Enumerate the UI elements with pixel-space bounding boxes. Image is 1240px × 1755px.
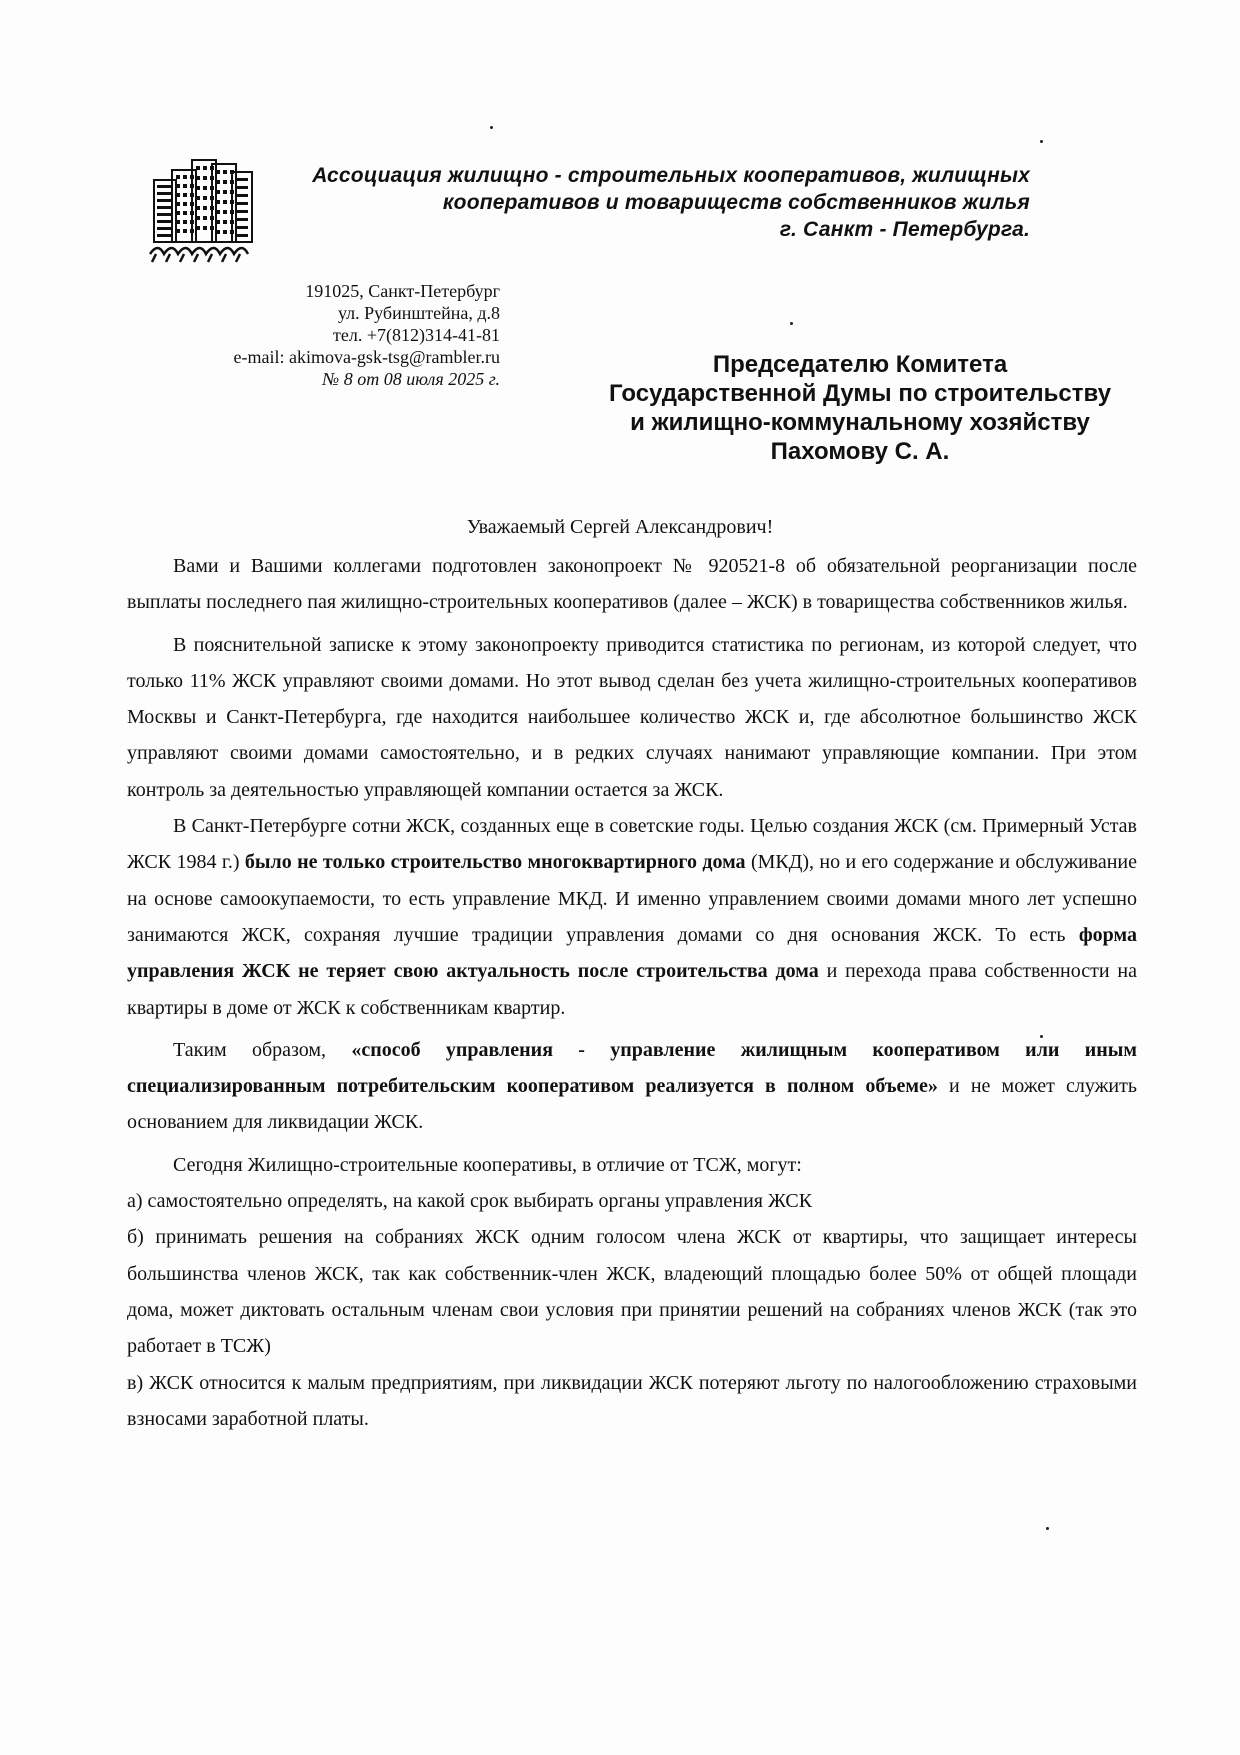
org-line-2: кооперативов и товариществ собственников жилья (442, 191, 1030, 214)
addressee-block (570, 350, 1150, 466)
paragraph-conclusion-quote: «способ управления - управление жилищным кооперативом или иным специализированным потребительским кооперативом реализуется в полном объеме» (127, 1038, 1137, 1098)
paragraph-history-text-2: (МКД), но и его содержание и обслуживание на основе самоокупаемости, то есть управление МКД. И именно управлением своими домами много лет успешно занимаются ЖСК, сохраняя лучшие традиции управления домами со дня основания ЖСК. То есть (127, 851, 1137, 946)
letter-reference: № 8 от 08 июля 2025 г. (322, 369, 500, 389)
org-line-1: Ассоциация жилищно - строительных кооперативов, жилищных (312, 164, 1030, 187)
addressee-line-2: Государственной Думы по строительству (608, 380, 1112, 407)
paragraph-conclusion (127, 1032, 1137, 1141)
org-line-3: г. Санкт - Петербурга. (779, 218, 1030, 241)
paragraph-conclusion-text-2: и не может служить основанием для ликвидации ЖСК. (127, 1075, 1137, 1134)
salutation: Уважаемый Сергей Александрович! (466, 516, 774, 538)
paragraph-conclusion-text-1: Таким образом, (173, 1038, 352, 1061)
sender-contacts (160, 280, 500, 390)
paragraph-history-text-1: В Санкт-Петербурге сотни ЖСК, созданных еще в советские годы. Целью создания ЖСК (см. Примерный Устав ЖСК 1984 г.) (127, 815, 1137, 874)
list-item-b: б) принимать решения на собраниях ЖСК одним голосом члена ЖСК от квартиры, что защищает интересы большинства членов ЖСК, так как собственник-член ЖСК, владеющий площадью более 50% от общей площади дома, может диктовать остальным членам свои условия при принятии решений на собраниях членов ЖСК (так это работает в ТСЖ) (127, 1226, 1137, 1358)
sender-phone: тел. +7(812)314-41-81 (333, 325, 500, 345)
paragraph-history-text-3: и перехода права собственности на квартиры в доме от ЖСК к собственникам квартир. (127, 960, 1137, 1019)
list-item-a: а) самостоятельно определять, на какой срок выбирать органы управления ЖСК (127, 1190, 813, 1213)
list-item-c: в) ЖСК относится к малым предприятиям, при ликвидации ЖСК потеряют льготу по налогообложению страховыми взносами заработной платы. (127, 1371, 1137, 1430)
scan-speck (1046, 1527, 1049, 1530)
paragraph-advantages-intro: Сегодня Жилищно-строительные кооперативы, в отличие от ТСЖ, могут: (173, 1153, 802, 1176)
sender-address-street: ул. Рубинштейна, д.8 (337, 303, 500, 323)
paragraph-bill: Вами и Вашими коллегами подготовлен законопроект № 920521-8 об обязательной реорганизации после выплаты последнего пая жилищно-строительных кооперативов (далее – ЖСК) в товарищества собственников жилья. (127, 555, 1137, 614)
addressee-line-4: Пахомову С. А. (770, 438, 950, 465)
sender-email: e-mail: akimova-gsk-tsg@rambler.ru (233, 347, 500, 367)
sender-address-city: 191025, Санкт-Петербург (305, 281, 500, 301)
addressee-line-1: Председателю Комитета (712, 351, 1008, 378)
organization-name (290, 162, 1030, 243)
paragraph-history-bold-1: было не только строительство многоквартирного дома (244, 851, 746, 874)
paragraph-history-bold-2: форма управления ЖСК не теряет свою актуальность после строительства дома (127, 923, 1137, 983)
addressee-line-3: и жилищно-коммунальному хозяйству (630, 409, 1090, 436)
scan-speck (1040, 140, 1043, 143)
scan-speck (490, 126, 493, 129)
paragraph-history (127, 808, 1137, 1026)
paragraph-statistics: В пояснительной записке к этому законопроекту приводится статистика по регионам, из которой следует, что только 11% ЖСК управляют своими домами. Но этот вывод сделан без учета жилищно-строительных кооперативов Москвы и Санкт-Петербурга, где находится наибольшее количество ЖСК и, где абсолютное большинство ЖСК управляют своими домами самостоятельно, и в редких случаях нанимают управляющие компании. При этом контроль за деятельностью управляющей компании остается за ЖСК. (127, 633, 1137, 801)
scan-speck (790, 322, 793, 325)
letter-body (127, 548, 1137, 1437)
building-logo (148, 158, 256, 266)
scan-speck (1040, 1035, 1043, 1038)
